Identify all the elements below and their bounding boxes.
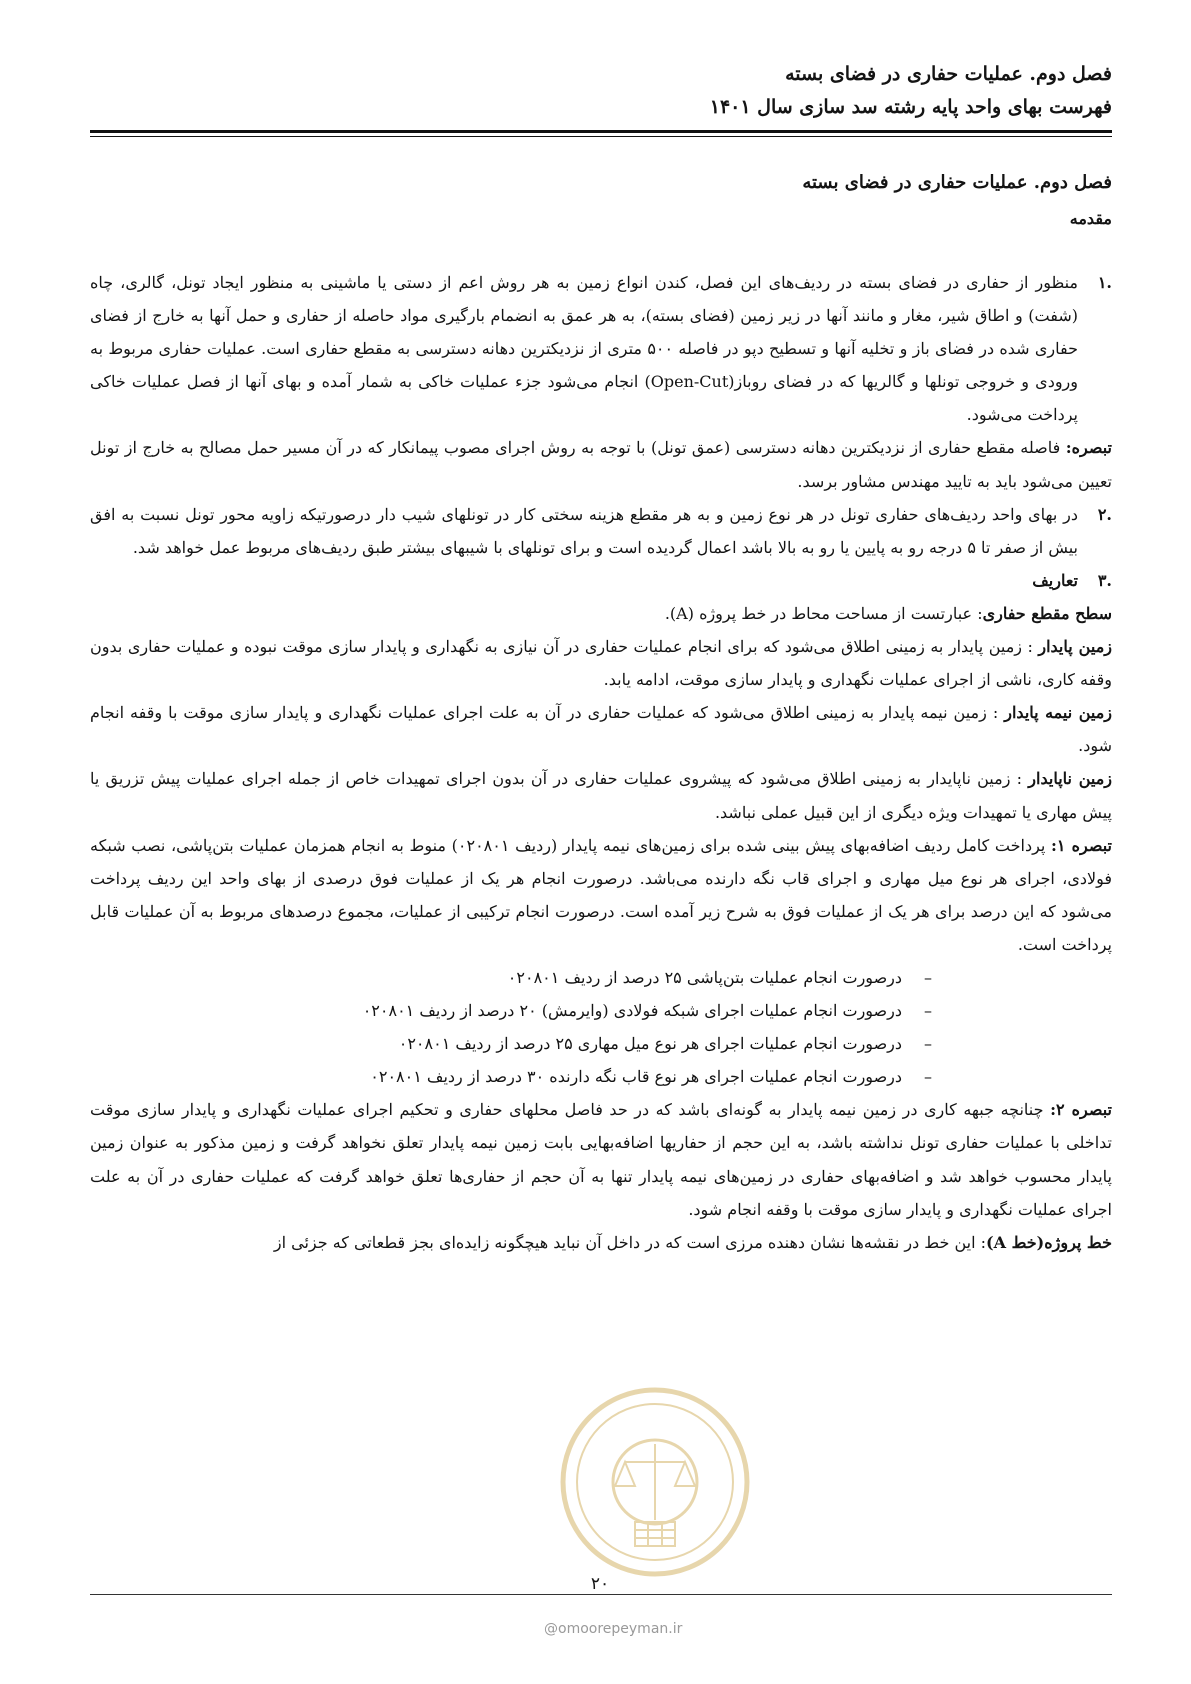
list-item	[90, 994, 1112, 1027]
note-label: تبصره:	[1065, 438, 1113, 458]
definition-semi-stable-ground	[90, 696, 1112, 762]
dash-bullet: –	[924, 967, 932, 987]
definition-text: : عبارتست از مساحت محاط در خط پروژه (A).	[664, 603, 983, 623]
website-watermark: @omoorepeyman.ir	[544, 1621, 683, 1637]
item-text: در بهای واحد ردیف‌های حفاری تونل در هر نوع زمین و به هر مقطع هزینه سختی کار در تونلهای شیب دار درصورتیکه زاویه محور تونل نسبت به افق بیش از صفر تا ۵ درجه رو به پایین یا رو به بالا باشد اعمال گردیده است و برای تونلهای با شیبهای بیشتر طبق ردیف‌های مربوط عمل خواهد شد.	[90, 504, 1078, 557]
definition-term: زمین ناپایدار	[1028, 769, 1112, 789]
definition-text: : زمین ناپایدار به زمینی اطلاق می‌شود که پیشروی عملیات حفاری در آن بدون اجرای تمهیدات خاص از جمله اجرای عملیات پیش تزریق یا پیش مهاری یا تمهیدات ویژه دیگری از این قبیل عملی نباشد.	[90, 769, 1112, 822]
header-rule-thin	[90, 136, 1112, 137]
note-text: پرداخت کامل ردیف اضافه‌بهای پیش بینی شده برای زمین‌های نیمه پایدار (ردیف ۰۲۰۸۰۱) منوط به انجام همزمان عملیات بتن‌پاشی، نصب شبکه فولادی، اجرای هر نوع میل مهاری و اجرای قاب نگه دارنده می‌باشد. درصورت انجام هر یک از عملیات فوق درصدی از بهای واحد این ردیف پرداخت می‌شود که این درصد برای هر یک از عملیات فوق به شرح زیر آمده است. درصورت انجام ترکیبی از عملیات، مجموع درصدهای مربوط به آن عملیات قابل پرداخت است.	[90, 835, 1113, 954]
numbered-item-1	[90, 266, 1112, 431]
note-text: چنانچه جبهه کاری در زمین نیمه پایدار به گونه‌ای باشد که در حد فاصل محلهای حفاری و تحکیم اجرای عملیات نگهداری و پایدار سازی موقت تداخلی با عملیات حفاری تونل نداشته باشد، به این حجم از حفاریها اضافه‌بهایی بابت زمین نیمه پایدار تعلق نخواهد گرفت و زمین مذکور به عنوان زمین پایدار محسوب خواهد شد و اضافه‌بهای حفاری در زمین‌های نیمه پایدار تنها به آن حجم از حفاری‌ها تعلق خواهد گرفت که عملیات حفاری در آن به علت اجرای عملیات نگهداری و پایدار سازی موقت با وقفه انجام شود.	[90, 1100, 1112, 1219]
list-item-text: درصورت انجام عملیات بتن‌پاشی ۲۵ درصد از ردیف ۰۲۰۸۰۱	[507, 967, 902, 987]
note-1-paragraph	[90, 829, 1112, 961]
numbered-item-2	[90, 498, 1112, 564]
watermark-seal-icon	[555, 1382, 755, 1582]
definition-project-line	[90, 1226, 1112, 1259]
footer-rule	[90, 1594, 1112, 1595]
list-item-text: درصورت انجام عملیات اجرای شبکه فولادی (وایرمش) ۲۰ درصد از ردیف ۰۲۰۸۰۱	[362, 1001, 902, 1021]
item-text: منظور از حفاری در فضای بسته در ردیف‌های این فصل، کندن انواع زمین به هر روش اعم از دستی یا ماشینی به منظور ایجاد تونل، گالری، چاه (شفت) و اطاق شیر، مغار و مانند آنها در زیر زمین (فضای بسته)، به هر عمق به انضمام بارگیری مواد حاصله از حفاری و حمل آنها به خارج از فضای حفاری شده در فضای باز و تخلیه آنها و تسطیح دپو در فاصله ۵۰۰ متری از نزدیکترین دهانه دسترسی به مقطع حفاری است. عملیات حفاری مربوط به ورودی و خروجی تونلها و گالریها که در فضای روباز(Open-Cut) انجام می‌شود جزء عملیات خاکی به شمار آمده و بهای آنها از فصل عملیات خاکی پرداخت می‌شود.	[90, 273, 1079, 425]
definition-term: زمین پایدار	[1038, 637, 1112, 657]
header-book-title: فهرست بهای واحد پایه رشته سد سازی سال ۱۴۰۱	[709, 96, 1112, 118]
definition-term: خط پروژه(خط A)	[986, 1232, 1112, 1252]
definition-text: : زمین نیمه پایدار به زمینی اطلاق می‌شود که عملیات حفاری در آن به علت اجرای عملیات نگهداری و پایدار سازی موقت با وقفه انجام شود.	[90, 703, 1112, 756]
dash-bullet: –	[924, 1034, 932, 1054]
list-item	[90, 961, 1112, 994]
page-number: ۲۰	[590, 1574, 610, 1594]
document-body	[90, 266, 1112, 1259]
running-header	[90, 58, 1112, 124]
section-subtitle: مقدمه	[1069, 209, 1112, 228]
note-label: تبصره ۲:	[1050, 1100, 1113, 1120]
definition-text: : زمین پایدار به زمینی اطلاق می‌شود که برای انجام عملیات حفاری در آن نیازی به نگهداری و پایدار سازی موقت نبوده و عملیات حفاری بدون وقفه کاری، ناشی از اجرای عملیات نگهداری و پایدار سازی موقت، ادامه یابد.	[90, 637, 1112, 690]
definition-cross-section	[90, 597, 1112, 630]
item-heading: تعاریف	[1032, 570, 1078, 590]
note-2-paragraph	[90, 1093, 1112, 1225]
list-item-text: درصورت انجام عملیات اجرای هر نوع میل مهاری ۲۵ درصد از ردیف ۰۲۰۸۰۱	[398, 1034, 902, 1054]
list-item-text: درصورت انجام عملیات اجرای هر نوع قاب نگه دارنده ۳۰ درصد از ردیف ۰۲۰۸۰۱	[370, 1067, 902, 1087]
note-paragraph	[90, 431, 1112, 497]
document-page	[90, 0, 1112, 1684]
definition-stable-ground	[90, 630, 1112, 696]
list-item	[90, 1027, 1112, 1060]
note-text: فاصله مقطع حفاری از نزدیکترین دهانه دسترسی (عمق تونل) با توجه به روش اجرای مصوب پیمانکار که در آن مسیر حمل مصالح به خارج از تونل تعیین می‌شود باید به تایید مهندس مشاور برسد.	[90, 438, 1112, 491]
item-number: .۳	[1097, 570, 1112, 590]
dash-bullet: –	[924, 1067, 932, 1087]
list-item	[90, 1060, 1112, 1093]
definition-term: سطح مقطع حفاری	[982, 603, 1112, 623]
header-chapter-title: فصل دوم. عملیات حفاری در فضای بسته	[785, 63, 1112, 85]
item-number: .۱	[1097, 273, 1112, 292]
dash-bullet: –	[924, 1001, 932, 1021]
note-label: تبصره ۱:	[1051, 835, 1113, 855]
definition-text: : این خط در نقشه‌ها نشان دهنده مرزی است که در داخل آن نباید هیچگونه زایده‌ای بجز قطعاتی که جزئی از	[273, 1232, 987, 1252]
definition-term: زمین نیمه پایدار	[1004, 703, 1112, 723]
item-number: .۲	[1097, 504, 1112, 524]
header-rule-thick	[90, 130, 1112, 133]
numbered-item-3	[90, 564, 1112, 597]
definition-unstable-ground	[90, 762, 1112, 828]
section-title: فصل دوم. عملیات حفاری در فضای بسته	[802, 172, 1112, 193]
